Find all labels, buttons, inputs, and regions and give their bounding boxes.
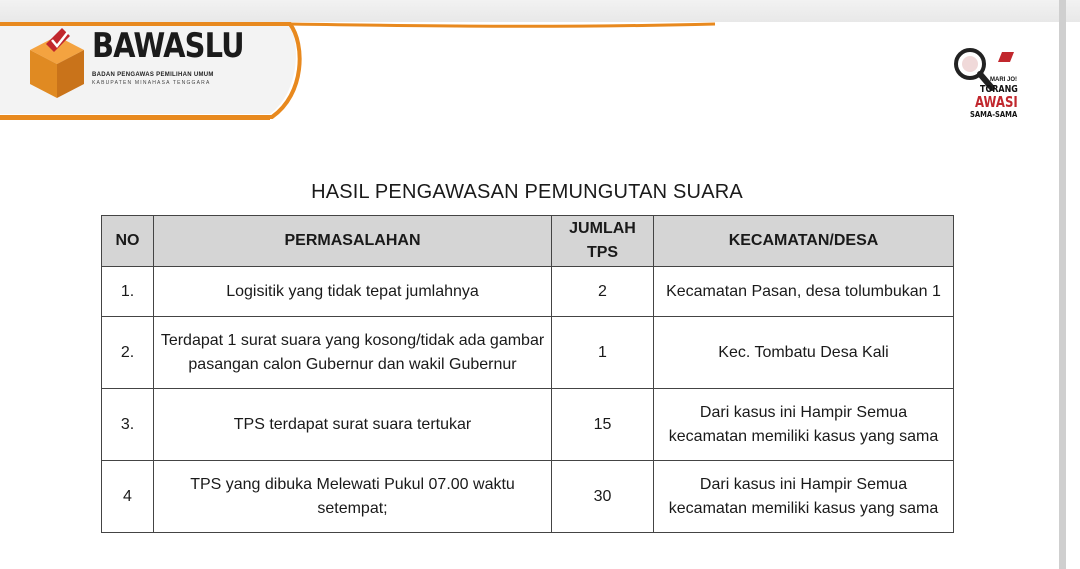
cell-kecamatan-desa: Kec. Tombatu Desa Kali — [654, 317, 954, 389]
badge-line1: MARI JO! — [990, 77, 1017, 83]
table-header-row — [102, 216, 954, 267]
logo-subtitle: BADAN PENGAWAS PEMILIHAN UMUM — [92, 72, 214, 78]
table-row — [102, 267, 954, 317]
cell-no: 3. — [102, 389, 154, 461]
table-row — [102, 461, 954, 533]
table-row — [102, 389, 954, 461]
cell-kecamatan-desa: Kecamatan Pasan, desa tolumbukan 1 — [654, 267, 954, 317]
cell-permasalahan: Terdapat 1 surat suara yang kosong/tidak ada gambar pasangan calon Gubernur dan wakil Gubernur — [154, 317, 552, 389]
scrollbar[interactable] — [1059, 0, 1066, 569]
cell-no: 1. — [102, 267, 154, 317]
bawaslu-logo — [22, 22, 244, 106]
ballot-box-icon — [22, 22, 92, 102]
badge-line2: TORANG — [980, 84, 1018, 95]
header-kecamatan-desa: KECAMATAN/DESA — [654, 216, 954, 267]
document-title: HASIL PENGAWASAN PEMUNGUTAN SUARA — [311, 181, 743, 203]
table-row — [102, 317, 954, 389]
results-table — [101, 215, 954, 533]
top-strip — [0, 0, 1080, 22]
logo-name: BAWASLU — [92, 26, 244, 66]
header-permasalahan: PERMASALAHAN — [154, 216, 552, 267]
header-jumlah-tps: JUMLAH TPS — [552, 216, 654, 267]
cell-permasalahan: Logisitik yang tidak tepat jumlahnya — [154, 267, 552, 317]
cell-no: 2. — [102, 317, 154, 389]
badge-line4: SAMA-SAMA — [970, 110, 1018, 119]
cell-jumlah-tps: 15 — [552, 389, 654, 461]
cell-jumlah-tps: 2 — [552, 267, 654, 317]
cell-kecamatan-desa: Dari kasus ini Hampir Semua kecamatan memiliki kasus yang sama — [654, 389, 954, 461]
cell-kecamatan-desa: Dari kasus ini Hampir Semua kecamatan memiliki kasus yang sama — [654, 461, 954, 533]
cell-permasalahan: TPS terdapat surat suara tertukar — [154, 389, 552, 461]
cell-permasalahan: TPS yang dibuka Melewati Pukul 07.00 waktu setempat; — [154, 461, 552, 533]
header-no: NO — [102, 216, 154, 267]
cell-no: 4 — [102, 461, 154, 533]
cell-jumlah-tps: 1 — [552, 317, 654, 389]
cell-jumlah-tps: 30 — [552, 461, 654, 533]
logo-region: KABUPATEN MINAHASA TENGGARA — [92, 80, 211, 86]
badge-line3: AWASI — [975, 93, 1018, 111]
